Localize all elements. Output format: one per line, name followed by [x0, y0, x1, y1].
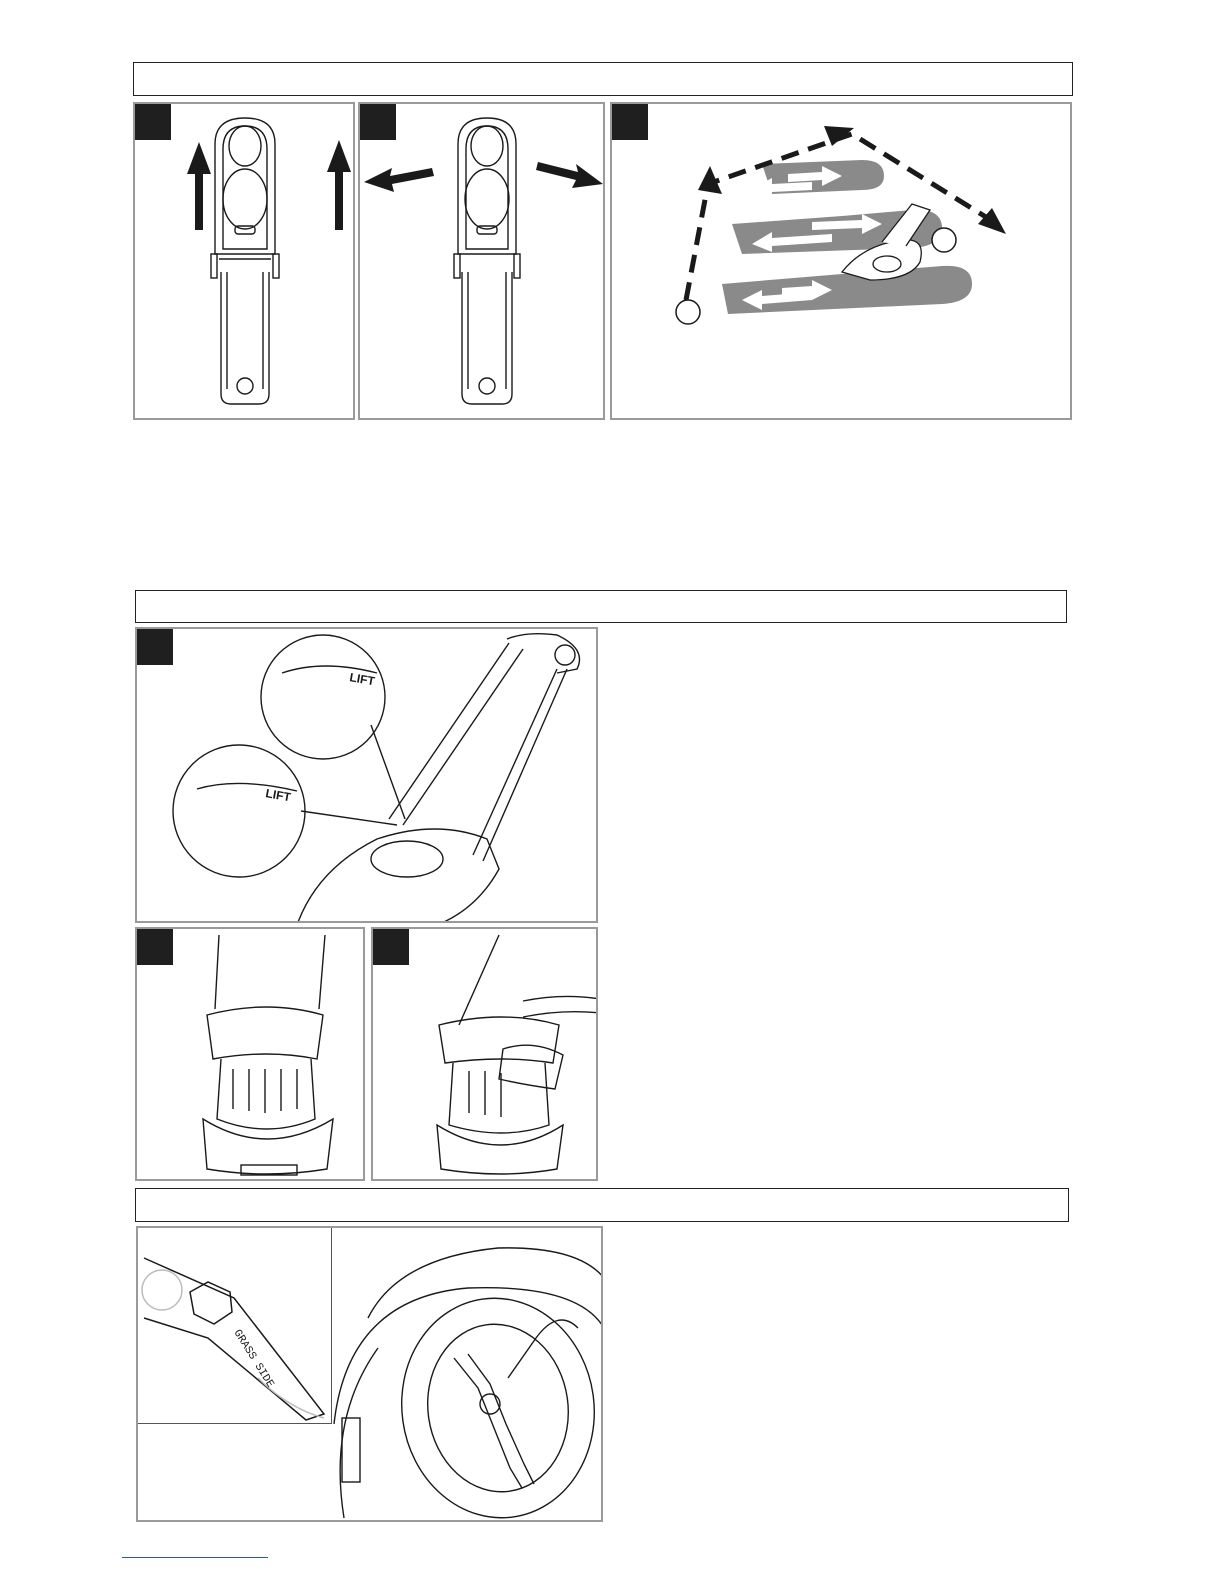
figure-panel-mowing-pattern	[610, 102, 1072, 420]
figure-panel-push-forward	[133, 102, 355, 420]
section-header-mowing-technique	[133, 62, 1073, 96]
figure-panel-grass-box-open	[135, 927, 365, 1181]
figure-panel-blade-replacement	[136, 1226, 603, 1522]
blade-detail-inset	[138, 1228, 332, 1424]
footer-link-underline[interactable]	[122, 1556, 268, 1558]
mower-top-view-illustration	[360, 104, 605, 420]
mowing-path-diagram	[612, 104, 1072, 420]
start-marker	[676, 300, 700, 324]
sideways-arrow-icons	[364, 162, 603, 192]
end-marker	[932, 228, 956, 252]
figure-panel-grass-box-remove	[371, 927, 598, 1181]
forward-arrow-icons	[187, 140, 351, 230]
figure-panel-lift-handle	[135, 627, 598, 923]
mower-top-view-illustration	[135, 104, 355, 420]
blade-closeup	[138, 1228, 332, 1424]
section-header-grass-box	[135, 590, 1067, 623]
lift-label-upper: LIFT	[348, 670, 376, 689]
grass-box-remove-illustration	[373, 929, 598, 1181]
blade-grass-side-label: GRASS SIDE	[230, 1327, 276, 1391]
grass-box-illustration	[137, 929, 365, 1181]
mower-lift-illustration	[137, 629, 598, 923]
section-header-blade-replacement	[135, 1188, 1069, 1222]
figure-panel-sideways-motion	[358, 102, 605, 420]
lift-label-lower: LIFT	[264, 786, 292, 805]
